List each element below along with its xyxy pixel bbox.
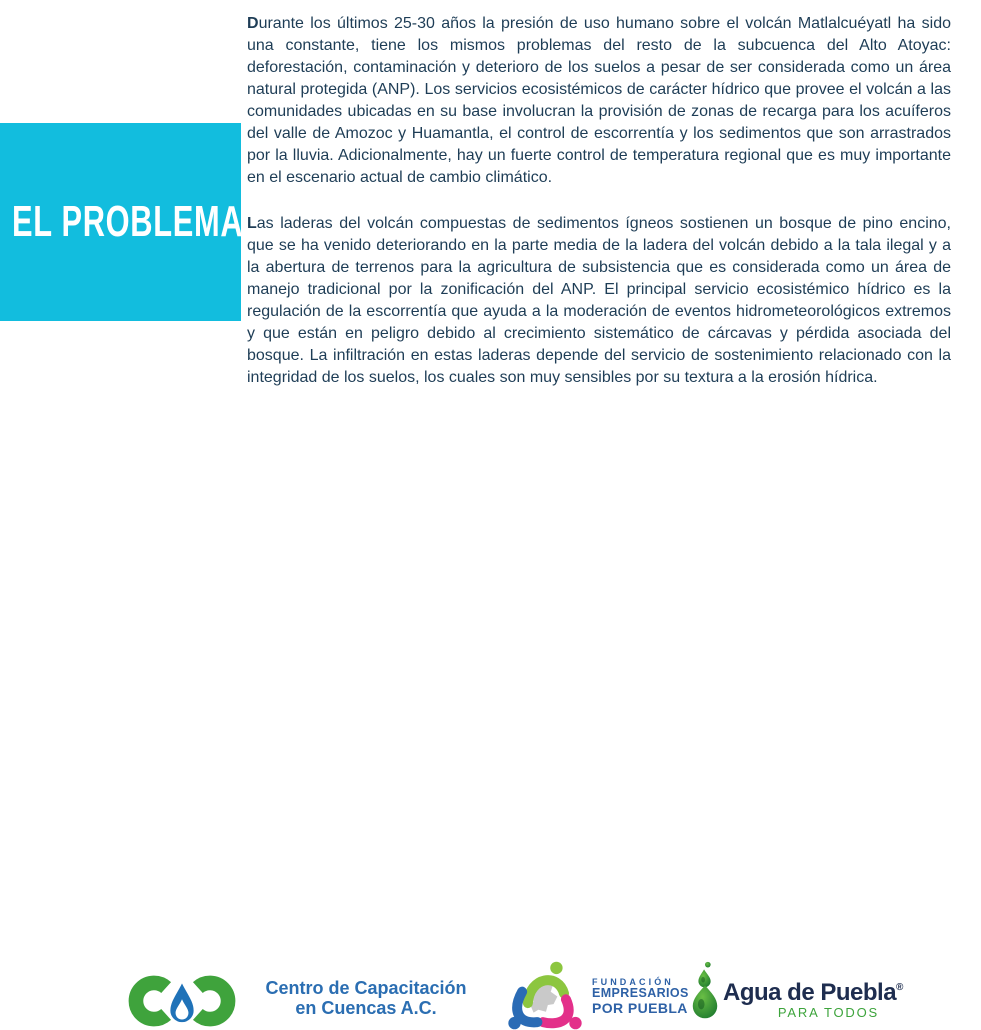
paragraph-1 [247,13,951,189]
ccc-logo-text [250,979,482,1018]
adp-logo-tagline: PARA TODOS [777,1005,879,1020]
paragraph-2-lead-letter: L [247,215,257,232]
fep-logo-line1: FUNDACIÓN [592,977,674,987]
fep-logo-line3: POR PUEBLA [592,999,688,1016]
paragraph-1-lead-letter: D [247,15,259,32]
footer-logos [0,478,981,1020]
adp-logo-icon [689,960,721,1022]
paragraph-1-text: urante los últimos 25-30 años la presión de uso humano sobre el volcán Matlalcuéyatl ha sido una constante, tiene los mismos problemas del resto de la subcuenca del Alto Atoyac: deforestación, contaminación y deterioro de los suelos a pesar de ser considerada como un área natural protegida (ANP). Los servicios ecosistémicos de carácter hídrico que provee el volcán a las comunidades ubicadas en su base involucran la provisión de zonas de recarga para los acuíferos del valle de Amozoc y Huamantla, el control de escorrentía y los sedimentos que son arrastrados por la lluvia. Adicionalmente, hay un fuerte control de temperatura regional que es muy importante en el escenario actual de cambio climático. [247,15,951,186]
ccc-logo-icon [126,974,238,1028]
title-box [0,123,244,321]
fep-logo-icon [505,961,585,1030]
fep-logo-line2: EMPRESARIOS [592,986,689,1000]
registered-mark-icon: ® [896,982,904,993]
fep-logo-text [592,977,689,1016]
ccc-logo-line2: en Cuencas A.C. [295,997,437,1018]
paragraph-2-text: as laderas del volcán compuestas de sedimentos ígneos sostienen un bosque de pino encino, que se ha venido deteriorando en la parte media de la ladera del volcán debido a la tala ilegal y a la abertura de terrenos para la agricultura de subsistencia que es considerada como un área de manejo tradicional por la zonificación del ANP. El principal servicio ecosistémico hídrico es la regulación de la escorrentía que ayuda a la moderación de eventos hidrometeorológicos extremos y que están en peligro debido al crecimiento sistemático de cárcavas y pérdida asociada del bosque. La infiltración en estas laderas depende del servicio de sostenimiento relacionado con la integridad de los suelos, los cuales son muy sensibles por su textura a la erosión hídrica. [247,215,951,386]
adp-logo-name [723,979,904,1007]
paragraph-2 [247,213,951,389]
page-title: EL PROBLEMA [12,197,244,246]
adp-logo-name-text: Agua de Puebla [723,979,897,1006]
body-text [247,13,951,389]
ccc-logo-line1: Centro de Capacitación [265,978,467,998]
